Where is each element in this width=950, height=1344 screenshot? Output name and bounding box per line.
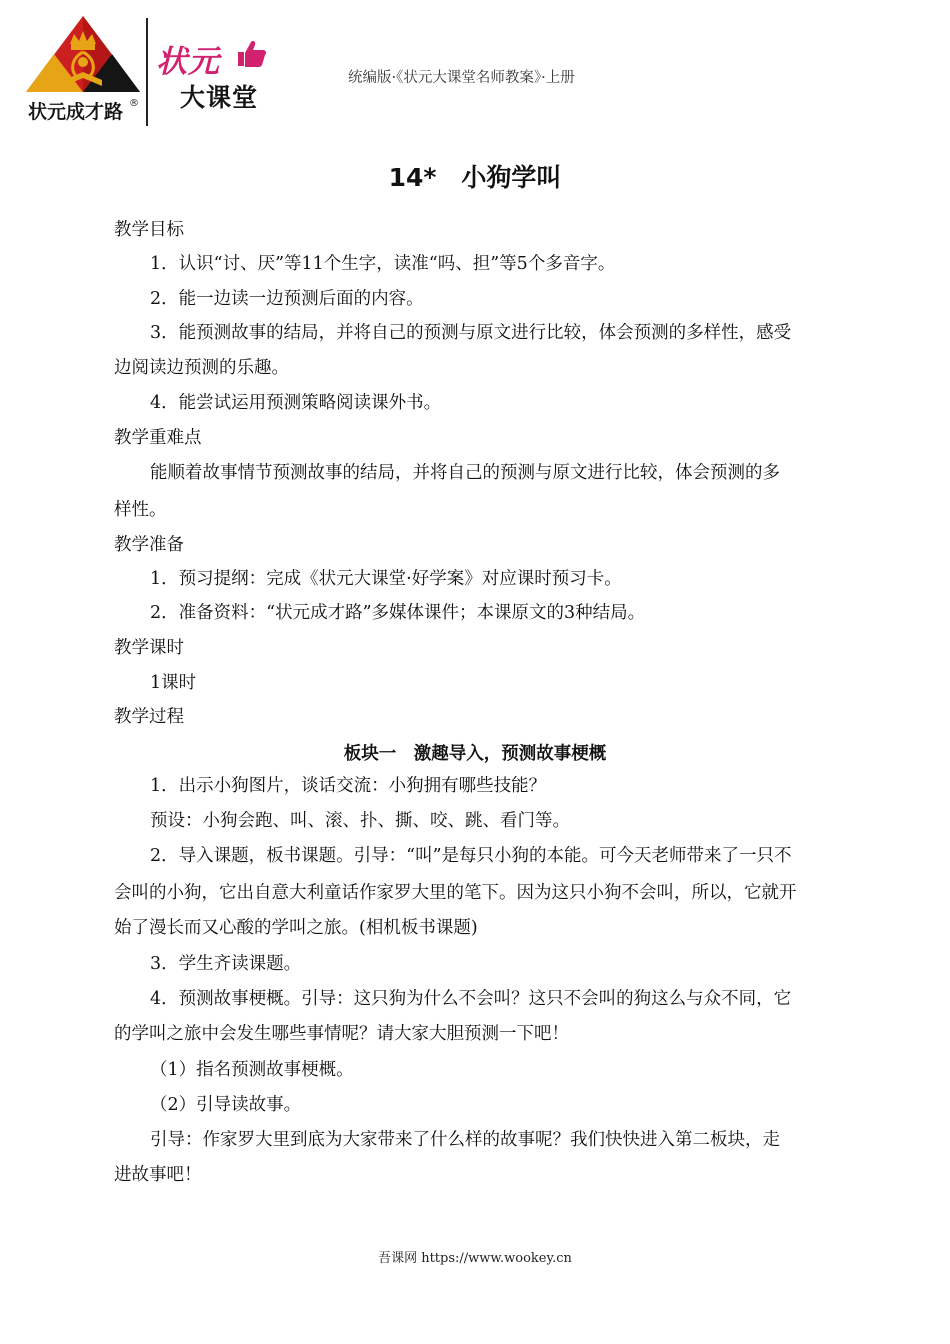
guide-line-1: 引导：作家罗大里到底为大家带来了什么样的故事呢？我们快快进入第二板块，走	[150, 1130, 780, 1150]
registered-mark-icon: ®	[129, 98, 139, 109]
goal-3-line-1: 3．能预测故事的结局，并将自己的预测与原文进行比较，体会预测的多样性，感受	[150, 323, 792, 343]
key-heading: 教学重难点	[114, 428, 202, 448]
period-heading: 教学课时	[114, 638, 184, 658]
key-line-2: 样性。	[114, 500, 167, 520]
period-value: 1课时	[150, 673, 197, 693]
key-line-1: 能顺着故事情节预测故事的结局，并将自己的预测与原文进行比较，体会预测的多	[150, 463, 780, 483]
lesson-title: 14* 小狗学叫	[388, 163, 562, 192]
process-item-1: 1．出示小狗图片，谈话交流：小狗拥有哪些技能？	[150, 776, 547, 796]
goals-heading: 教学目标	[114, 220, 184, 240]
process-item-3: 3．学生齐读课题。	[150, 954, 302, 974]
thumbs-up-icon	[234, 38, 268, 68]
process-item-1-preset: 预设：小狗会跑、叫、滚、扑、撕、咬、跳、看门等。	[150, 811, 570, 831]
process-heading: 教学过程	[114, 707, 184, 727]
block-one-title: 板块一 激趣导入，预测故事梗概	[343, 744, 607, 764]
header-divider	[146, 18, 148, 126]
logo-emblem-icon	[24, 14, 142, 126]
guide-line-2: 进故事吧！	[114, 1165, 202, 1185]
goal-3-line-2: 边阅读边预测的乐趣。	[114, 358, 289, 378]
edition-header: 统编版·《状元大课堂名师教案》·上册	[348, 70, 575, 86]
process-item-4-sub-1: （1）指名预测故事梗概。	[150, 1060, 354, 1080]
process-item-2-line-2: 会叫的小狗，它出自意大利童话作家罗大里的笔下。因为这只小狗不会叫，所以，它就开	[114, 883, 797, 903]
process-item-4-sub-2: （2）引导读故事。	[150, 1095, 302, 1115]
prep-1: 1．预习提纲：完成《状元大课堂·好学案》对应课时预习卡。	[150, 569, 622, 589]
logo-text: 状元成才路	[28, 101, 124, 123]
goal-2: 2．能一边读一边预测后面的内容。	[150, 289, 424, 309]
process-item-4-line-2: 的学叫之旅中会发生哪些事情呢？请大家大胆预测一下吧！	[114, 1024, 569, 1044]
datangke-logo	[154, 36, 274, 116]
goal-1: 1．认识“讨、厌”等11个生字，读准“吗、担”等5个多音字。	[150, 254, 616, 274]
process-item-4-line-1: 4．预测故事梗概。引导：这只狗为什么不会叫？这只不会叫的狗这么与众不同，它	[150, 989, 792, 1009]
zhuangyuan-logo	[24, 14, 142, 126]
goal-4: 4．能尝试运用预测策略阅读课外书。	[150, 393, 442, 413]
prep-2: 2．准备资料：“状元成才路”多媒体课件；本课原文的3种结局。	[150, 603, 646, 623]
footer-link[interactable]: 吾课网 https://www.wookey.cn	[378, 1251, 572, 1266]
process-item-2-line-3: 始了漫长而又心酸的学叫之旅。(相机板书课题)	[114, 918, 478, 938]
process-item-2-line-1: 2．导入课题，板书课题。引导：“叫”是每只小狗的本能。可今天老师带来了一只不	[150, 846, 792, 866]
prep-heading: 教学准备	[114, 535, 184, 555]
logo-right-bottom: 大课堂	[180, 83, 259, 112]
logo-right-top: 状元	[156, 44, 220, 80]
